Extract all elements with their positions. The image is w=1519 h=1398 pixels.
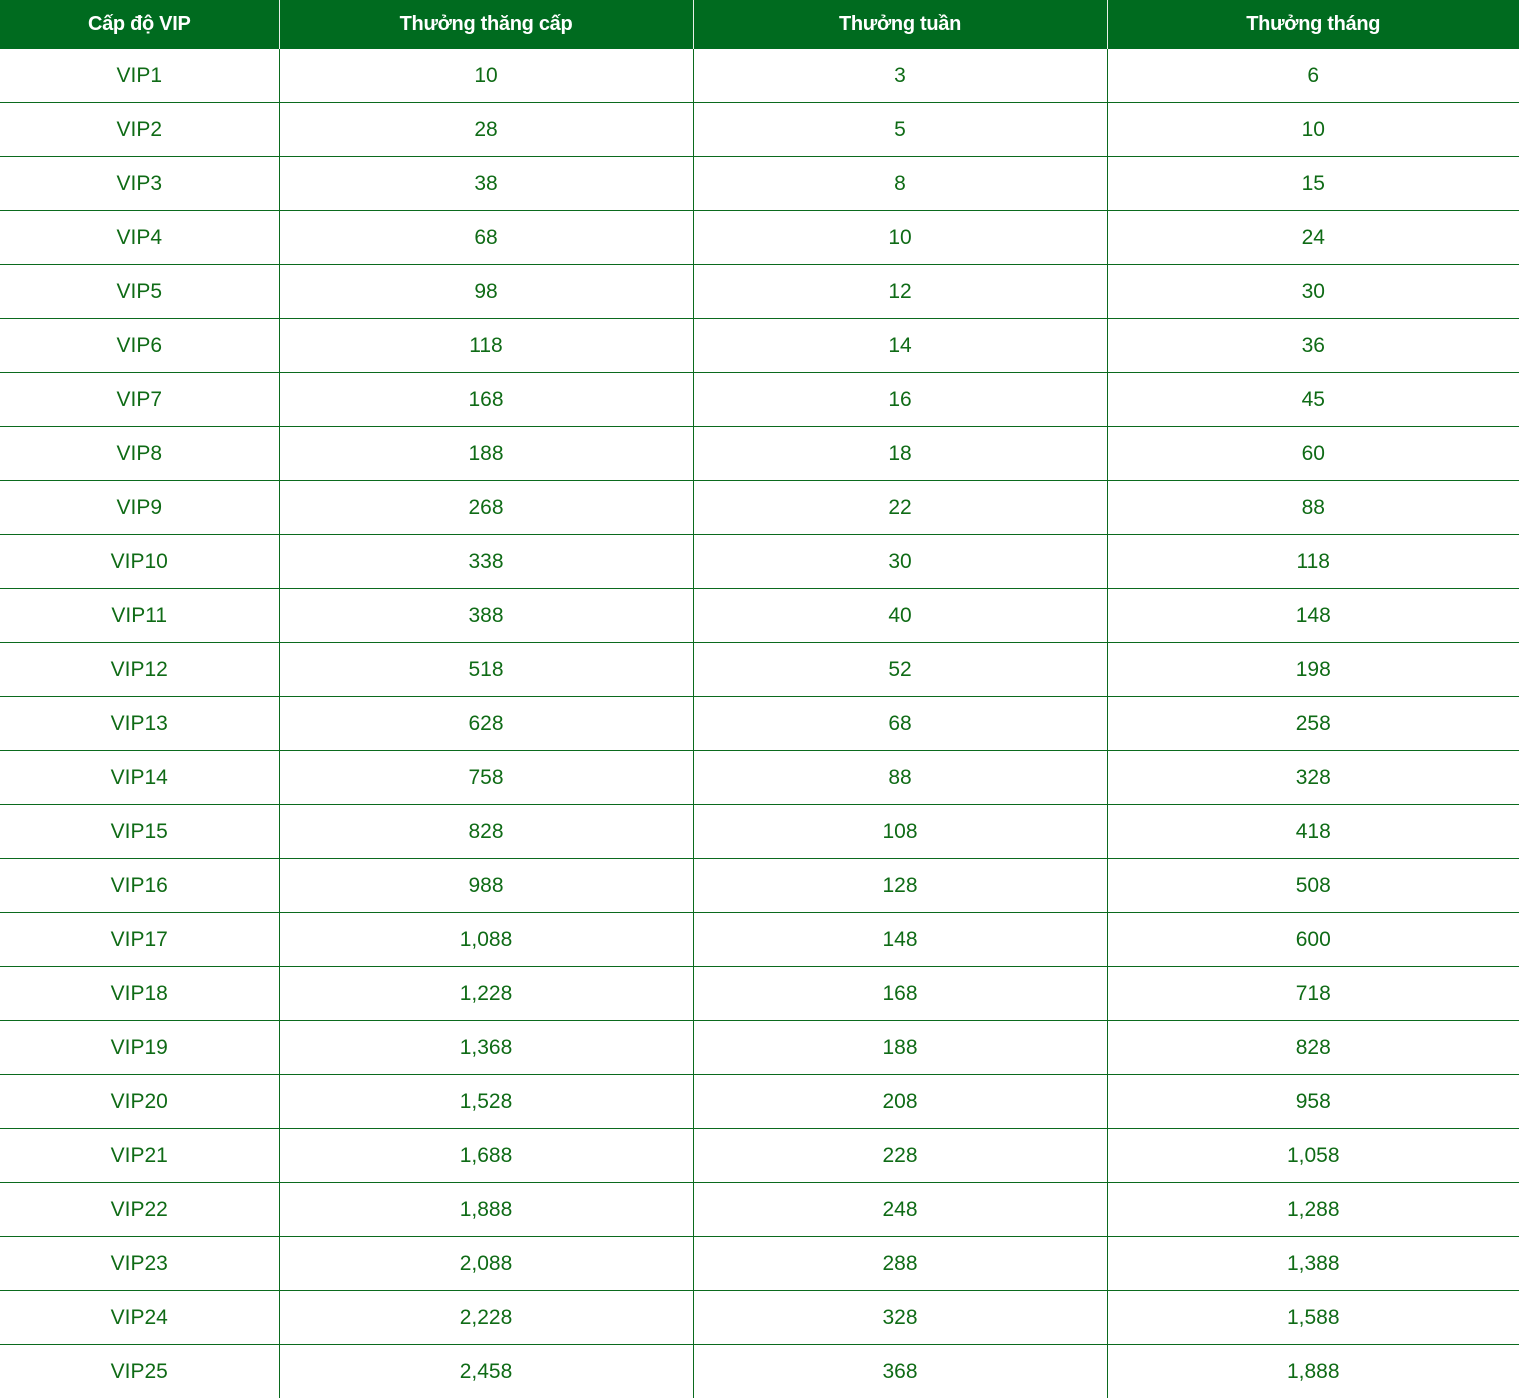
monthly-reward-cell: 10 (1107, 103, 1519, 157)
weekly-reward-cell: 168 (693, 967, 1107, 1021)
table-row (0, 481, 1519, 535)
vip-level-cell: VIP18 (0, 967, 279, 1021)
table-row (0, 1021, 1519, 1075)
level-up-reward-cell: 2,228 (279, 1291, 693, 1345)
level-up-reward-cell: 2,458 (279, 1345, 693, 1398)
vip-level-cell: VIP22 (0, 1183, 279, 1237)
table-row (0, 1237, 1519, 1291)
header-monthly-reward: Thưởng tháng (1107, 0, 1519, 49)
vip-level-cell: VIP13 (0, 697, 279, 751)
monthly-reward-cell: 718 (1107, 967, 1519, 1021)
level-up-reward-cell: 28 (279, 103, 693, 157)
table-row (0, 427, 1519, 481)
vip-level-cell: VIP10 (0, 535, 279, 589)
table-row (0, 1345, 1519, 1398)
header-weekly-reward: Thưởng tuần (693, 0, 1107, 49)
vip-level-cell: VIP1 (0, 49, 279, 103)
level-up-reward-cell: 1,888 (279, 1183, 693, 1237)
table-row (0, 859, 1519, 913)
weekly-reward-cell: 328 (693, 1291, 1107, 1345)
weekly-reward-cell: 188 (693, 1021, 1107, 1075)
weekly-reward-cell: 128 (693, 859, 1107, 913)
table-row (0, 535, 1519, 589)
weekly-reward-cell: 5 (693, 103, 1107, 157)
table-row (0, 211, 1519, 265)
level-up-reward-cell: 1,088 (279, 913, 693, 967)
vip-level-cell: VIP5 (0, 265, 279, 319)
vip-level-cell: VIP7 (0, 373, 279, 427)
table-row (0, 265, 1519, 319)
table-row (0, 805, 1519, 859)
monthly-reward-cell: 508 (1107, 859, 1519, 913)
monthly-reward-cell: 418 (1107, 805, 1519, 859)
weekly-reward-cell: 52 (693, 643, 1107, 697)
weekly-reward-cell: 368 (693, 1345, 1107, 1398)
level-up-reward-cell: 628 (279, 697, 693, 751)
table-row (0, 1075, 1519, 1129)
weekly-reward-cell: 30 (693, 535, 1107, 589)
table-row (0, 697, 1519, 751)
header-vip-level: Cấp độ VIP (0, 0, 279, 49)
vip-level-cell: VIP12 (0, 643, 279, 697)
monthly-reward-cell: 258 (1107, 697, 1519, 751)
monthly-reward-cell: 45 (1107, 373, 1519, 427)
table-row (0, 589, 1519, 643)
level-up-reward-cell: 38 (279, 157, 693, 211)
weekly-reward-cell: 288 (693, 1237, 1107, 1291)
monthly-reward-cell: 6 (1107, 49, 1519, 103)
vip-level-cell: VIP24 (0, 1291, 279, 1345)
table-body (0, 49, 1519, 1398)
monthly-reward-cell: 1,388 (1107, 1237, 1519, 1291)
table-row (0, 157, 1519, 211)
level-up-reward-cell: 988 (279, 859, 693, 913)
table-row (0, 319, 1519, 373)
monthly-reward-cell: 600 (1107, 913, 1519, 967)
level-up-reward-cell: 1,368 (279, 1021, 693, 1075)
level-up-reward-cell: 338 (279, 535, 693, 589)
monthly-reward-cell: 1,888 (1107, 1345, 1519, 1398)
vip-level-cell: VIP9 (0, 481, 279, 535)
level-up-reward-cell: 388 (279, 589, 693, 643)
table-row (0, 1291, 1519, 1345)
level-up-reward-cell: 68 (279, 211, 693, 265)
header-level-up-reward: Thưởng thăng cấp (279, 0, 693, 49)
weekly-reward-cell: 40 (693, 589, 1107, 643)
level-up-reward-cell: 1,528 (279, 1075, 693, 1129)
level-up-reward-cell: 2,088 (279, 1237, 693, 1291)
weekly-reward-cell: 18 (693, 427, 1107, 481)
table-row (0, 643, 1519, 697)
monthly-reward-cell: 30 (1107, 265, 1519, 319)
weekly-reward-cell: 68 (693, 697, 1107, 751)
monthly-reward-cell: 1,588 (1107, 1291, 1519, 1345)
monthly-reward-cell: 36 (1107, 319, 1519, 373)
vip-level-cell: VIP14 (0, 751, 279, 805)
vip-level-cell: VIP6 (0, 319, 279, 373)
vip-level-cell: VIP17 (0, 913, 279, 967)
vip-level-cell: VIP16 (0, 859, 279, 913)
vip-level-cell: VIP21 (0, 1129, 279, 1183)
weekly-reward-cell: 14 (693, 319, 1107, 373)
weekly-reward-cell: 3 (693, 49, 1107, 103)
monthly-reward-cell: 60 (1107, 427, 1519, 481)
level-up-reward-cell: 518 (279, 643, 693, 697)
level-up-reward-cell: 10 (279, 49, 693, 103)
table-row (0, 103, 1519, 157)
level-up-reward-cell: 168 (279, 373, 693, 427)
weekly-reward-cell: 88 (693, 751, 1107, 805)
table-header (0, 0, 1519, 49)
level-up-reward-cell: 1,228 (279, 967, 693, 1021)
vip-level-cell: VIP11 (0, 589, 279, 643)
header-row (0, 0, 1519, 49)
weekly-reward-cell: 12 (693, 265, 1107, 319)
table-row (0, 967, 1519, 1021)
weekly-reward-cell: 10 (693, 211, 1107, 265)
weekly-reward-cell: 22 (693, 481, 1107, 535)
monthly-reward-cell: 828 (1107, 1021, 1519, 1075)
weekly-reward-cell: 248 (693, 1183, 1107, 1237)
level-up-reward-cell: 828 (279, 805, 693, 859)
table-row (0, 49, 1519, 103)
monthly-reward-cell: 1,058 (1107, 1129, 1519, 1183)
weekly-reward-cell: 208 (693, 1075, 1107, 1129)
monthly-reward-cell: 328 (1107, 751, 1519, 805)
weekly-reward-cell: 108 (693, 805, 1107, 859)
monthly-reward-cell: 1,288 (1107, 1183, 1519, 1237)
level-up-reward-cell: 118 (279, 319, 693, 373)
table-row (0, 1129, 1519, 1183)
level-up-reward-cell: 268 (279, 481, 693, 535)
level-up-reward-cell: 1,688 (279, 1129, 693, 1183)
monthly-reward-cell: 958 (1107, 1075, 1519, 1129)
monthly-reward-cell: 118 (1107, 535, 1519, 589)
table-row (0, 373, 1519, 427)
vip-level-cell: VIP4 (0, 211, 279, 265)
monthly-reward-cell: 24 (1107, 211, 1519, 265)
weekly-reward-cell: 8 (693, 157, 1107, 211)
vip-level-cell: VIP15 (0, 805, 279, 859)
weekly-reward-cell: 16 (693, 373, 1107, 427)
vip-level-cell: VIP20 (0, 1075, 279, 1129)
weekly-reward-cell: 148 (693, 913, 1107, 967)
monthly-reward-cell: 198 (1107, 643, 1519, 697)
vip-level-cell: VIP23 (0, 1237, 279, 1291)
table-row (0, 913, 1519, 967)
vip-level-cell: VIP25 (110, 1359, 168, 1383)
level-up-reward-cell: 188 (279, 427, 693, 481)
vip-level-cell: VIP3 (0, 157, 279, 211)
level-up-reward-cell: 758 (279, 751, 693, 805)
table-row (0, 1183, 1519, 1237)
monthly-reward-cell: 148 (1107, 589, 1519, 643)
table-row (0, 751, 1519, 805)
monthly-reward-cell: 15 (1107, 157, 1519, 211)
vip-level-cell: VIP8 (0, 427, 279, 481)
monthly-reward-cell: 88 (1107, 481, 1519, 535)
level-up-reward-cell: 98 (279, 265, 693, 319)
vip-level-cell: VIP19 (0, 1021, 279, 1075)
weekly-reward-cell: 228 (693, 1129, 1107, 1183)
vip-level-cell: VIP2 (0, 103, 279, 157)
